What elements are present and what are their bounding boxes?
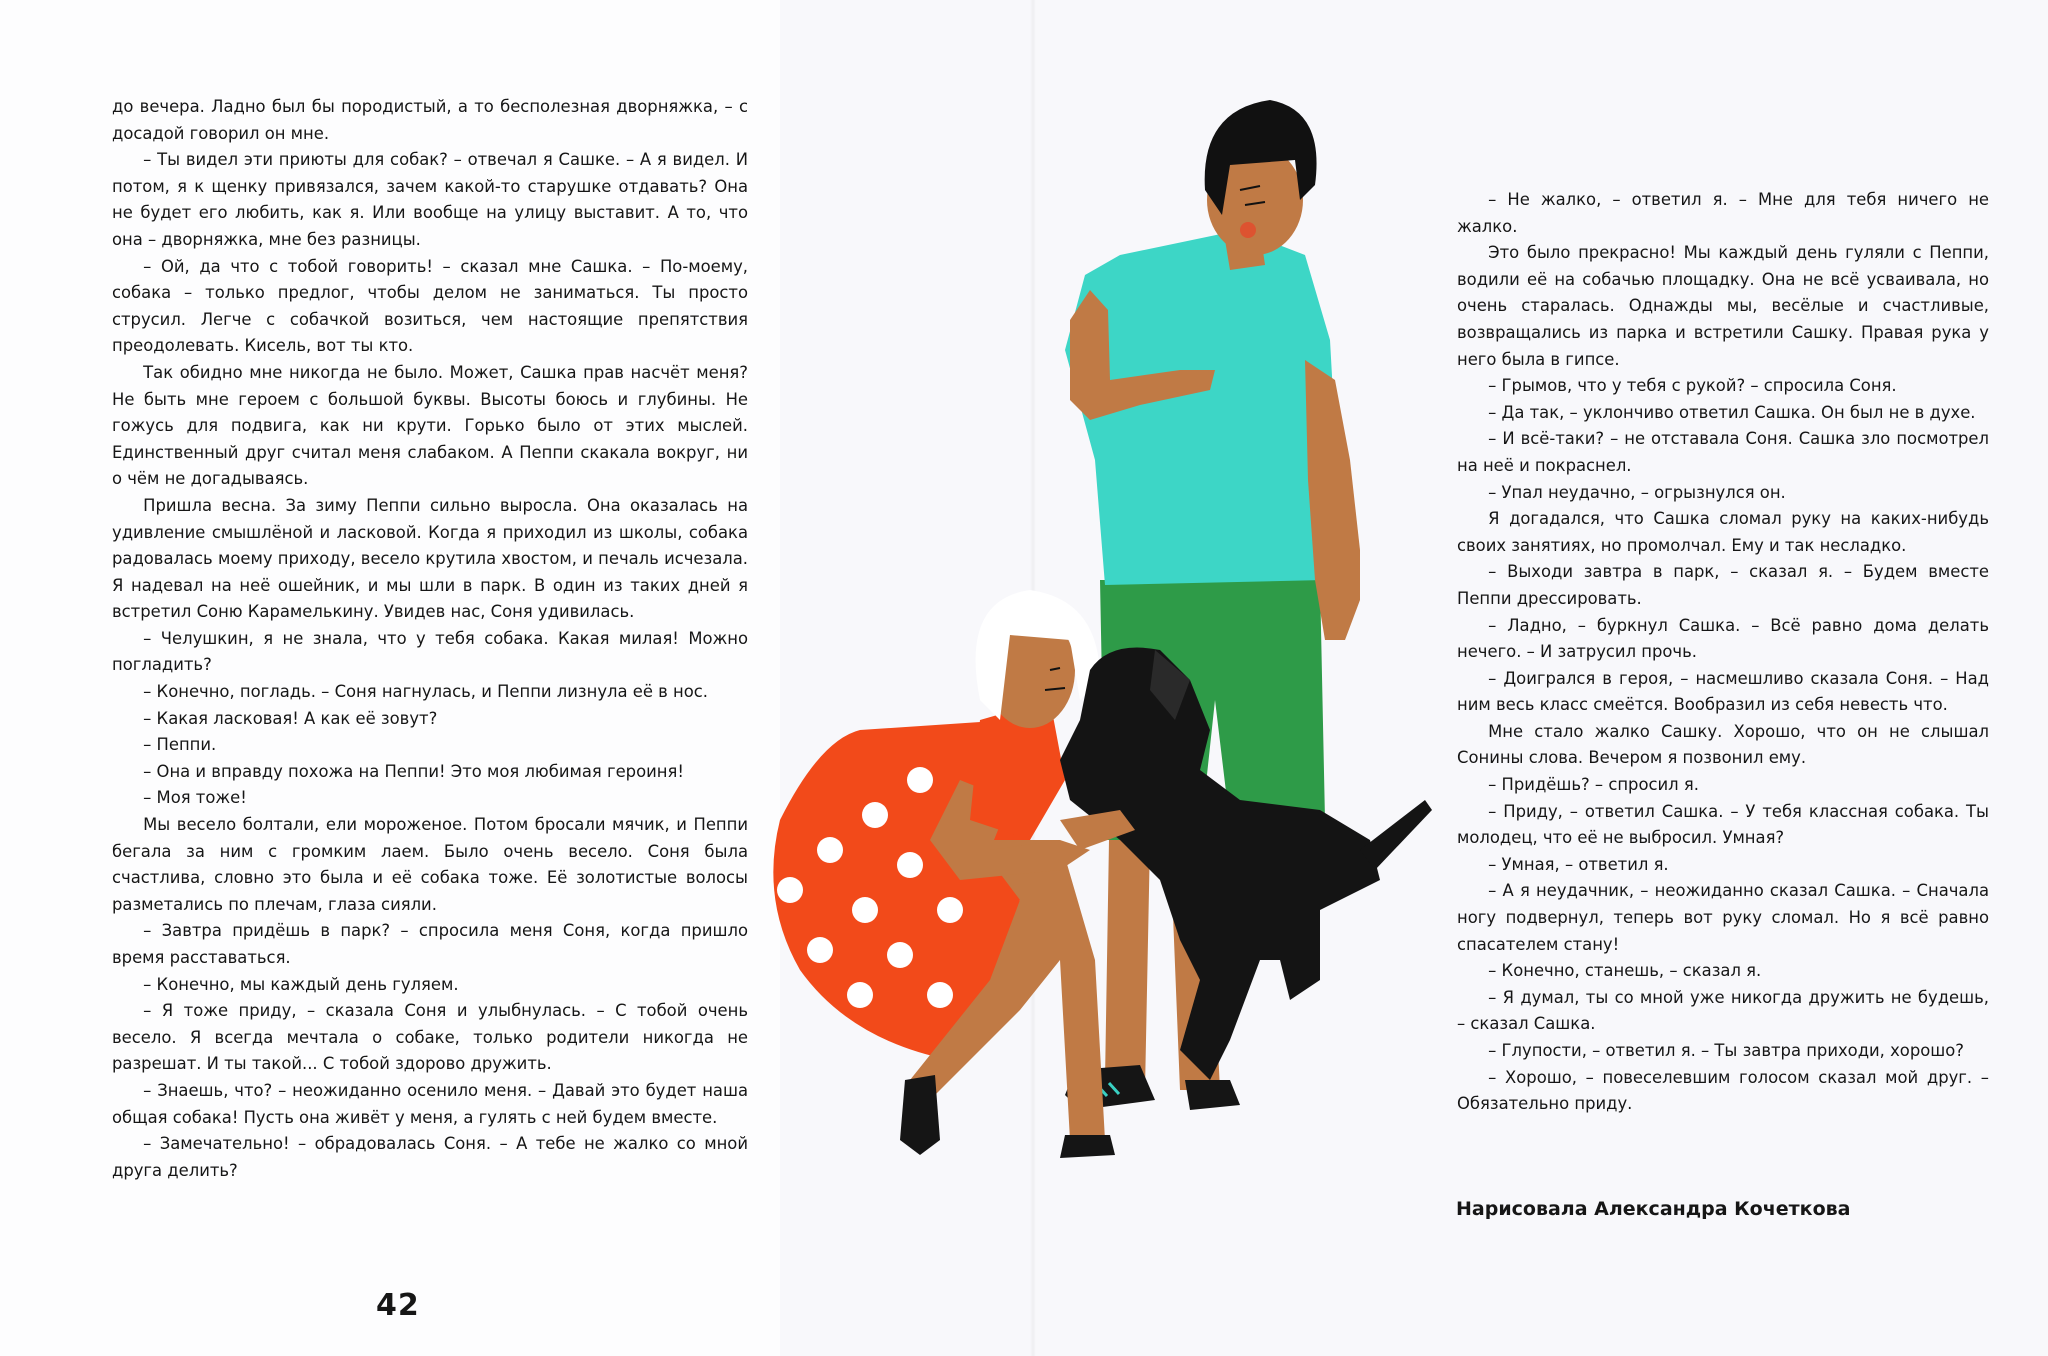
girl-sandal-left bbox=[900, 1075, 940, 1155]
girl-figure bbox=[773, 590, 1115, 1158]
paragraph: Пришла весна. За зиму Пеппи сильно выросла. Она оказалась на удивление смышлёной и ласковой. Когда я приходил из школы, собака радовалась моему приходу, весело крутила хвостом, и печаль исчезала. Я надевал на неё ошейник, и мы шли в парк. В один из таких дней я встретил Соню Карамелькину. Увидев нас, Соня удивилась. bbox=[112, 495, 748, 622]
page-number: 42 bbox=[376, 1288, 420, 1323]
illustrator-credit: Нарисовала Александра Кочеткова bbox=[1456, 1198, 1851, 1220]
paragraph: – Пеппи. bbox=[143, 735, 217, 755]
paragraph: – Умная, – ответил я. bbox=[1488, 854, 1669, 874]
paragraph: Я догадался, что Сашка сломал руку на каких-нибудь своих занятиях, но промолчал. Ему и так несладко. bbox=[1457, 509, 1989, 555]
paragraph: – Конечно, мы каждый день гуляем. bbox=[143, 974, 459, 994]
paragraph: Мы весело болтали, ели мороженое. Потом бросали мячик, и Пеппи бегала за ним с громким лаем. Было очень весело. Соня была счастлива, словно это была и её собака тоже. Её золотистые волосы разметались по плечам, глаза сияли. bbox=[112, 815, 748, 914]
paragraph: – Придёшь? – спросил я. bbox=[1488, 775, 1699, 795]
paragraph: – Я тоже приду, – сказала Соня и улыбнулась. – С тобой очень весело. Я всегда мечтала о собаке, только родители никогда не разрешат. И ты такой... С тобой здорово дружить. bbox=[112, 1001, 748, 1074]
paragraph: – Ой, да что с тобой говорить! – сказал мне Сашка. – По-моему, собака – только предлог, чтобы делом не заниматься. Ты просто струсил. Легче с собачкой возиться, чем настоящие препятствия преодолевать. Кисель, вот ты кто. bbox=[112, 256, 748, 356]
paragraph: – Грымов, что у тебя с рукой? – спросила Соня. bbox=[1488, 376, 1897, 396]
paragraph: – Упал неудачно, – огрызнулся он. bbox=[1488, 482, 1786, 502]
paragraph: – А я неудачник, – неожиданно сказал Сашка. – Сначала ногу подвернул, теперь вот руку сломал. Но я всё равно спасателем стану! bbox=[1457, 881, 1989, 954]
paragraph: – Конечно, погладь. – Соня нагнулась, и Пеппи лизнула её в нос. bbox=[143, 682, 709, 702]
boy-shoe-right bbox=[1185, 1080, 1240, 1110]
paragraph: – И всё-таки? – не отставала Соня. Сашка зло посмотрел на неё и покраснел. bbox=[1457, 429, 1989, 475]
paragraph: – Какая ласковая! А как её зовут? bbox=[143, 708, 438, 728]
paragraph: – Замечательно! – обрадовалась Соня. – А тебе не жалко со мной друга делить? bbox=[112, 1134, 748, 1180]
paragraph: – Выходи завтра в парк, – сказал я. – Будем вместе Пеппи дрессировать. bbox=[1457, 562, 1989, 608]
paragraph: Это было прекрасно! Мы каждый день гуляли с Пеппи, водили её на собачью площадку. Она не всё усваивала, но очень старалась. Однажды мы, весёлые и счастливые, возвращались из парка и встретили Сашку. Правая рука у него была в гипсе. bbox=[1457, 243, 1989, 369]
paragraph: – Глупости, – ответил я. – Ты завтра приходи, хорошо? bbox=[1488, 1041, 1964, 1060]
paragraph: – Не жалко, – ответил я. – Мне для тебя ничего не жалко. bbox=[1457, 190, 1989, 236]
paragraph: – Ты видел эти приюты для собак? – отвечал я Сашке. – А я видел. И потом, я к щенку привязался, зачем какой-то старушке отдавать? Она не будет его любить, как я. Или вообще на улицу выставит. А то, что она – дворняжка, мне без разницы. bbox=[112, 150, 748, 249]
girl-sandal-right bbox=[1060, 1135, 1115, 1158]
paragraph: – Ладно, – буркнул Сашка. – Всё равно дома делать нечего. – И затрусил прочь. bbox=[1457, 615, 1989, 662]
paragraph: – Завтра придёшь в парк? – спросила меня Соня, когда пришло время расставаться. bbox=[112, 921, 748, 967]
paragraph: – Хорошо, – повеселевшим голосом сказал мой друг. – Обязательно приду. bbox=[1457, 1067, 1989, 1114]
paragraph: – Конечно, станешь, – сказал я. bbox=[1488, 961, 1762, 981]
paragraph: – Знаешь, что? – неожиданно осенило меня. – Давай это будет наша общая собака! Пусть она живёт у меня, а гулять с ней будем вместе. bbox=[112, 1080, 748, 1127]
paragraph: до вечера. Ладно был бы породистый, а то бесполезная дворняжка, – с досадой говорил он мне. bbox=[112, 97, 748, 143]
dog-tail bbox=[1360, 800, 1432, 870]
paragraph: Так обидно мне никогда не было. Может, Сашка прав насчёт меня? Не быть мне героем с большой буквы. Высоты боюсь и глубины. Не гожусь для подвига, как ни крути. Горько было от этих мыслей. Единственный друг считал меня слабаком. А Пеппи скакала вокруг, ни о чём не догадываясь. bbox=[112, 362, 748, 489]
right-text-column bbox=[1457, 187, 1989, 1118]
paragraph: – Я думал, ты со мной уже никогда дружить не будешь, – сказал Сашка. bbox=[1457, 987, 1989, 1034]
boy-cheek bbox=[1240, 222, 1256, 238]
paragraph: – Приду, – ответил Сашка. – У тебя классная собака. Ты молодец, что её не выбросил. Умная? bbox=[1457, 801, 1989, 848]
paragraph: – Она и вправду похожа на Пеппи! Это моя любимая героиня! bbox=[143, 761, 684, 781]
paragraph: – Моя тоже! bbox=[143, 788, 247, 808]
left-text-column bbox=[112, 94, 748, 1184]
paragraph: – Челушкин, я не знала, что у тебя собака. Какая милая! Можно погладить? bbox=[112, 628, 748, 675]
paragraph: – Доигрался в героя, – насмешливо сказала Соня. – Над ним весь класс смеётся. Вообразил из себя невесть что. bbox=[1457, 668, 1989, 715]
paragraph: – Да так, – уклончиво ответил Сашка. Он был не в духе. bbox=[1488, 402, 1976, 422]
paragraph: Мне стало жалко Сашку. Хорошо, что он не слышал Сонины слова. Вечером я позвонил ему. bbox=[1457, 721, 1989, 768]
illustration bbox=[760, 80, 1460, 1280]
